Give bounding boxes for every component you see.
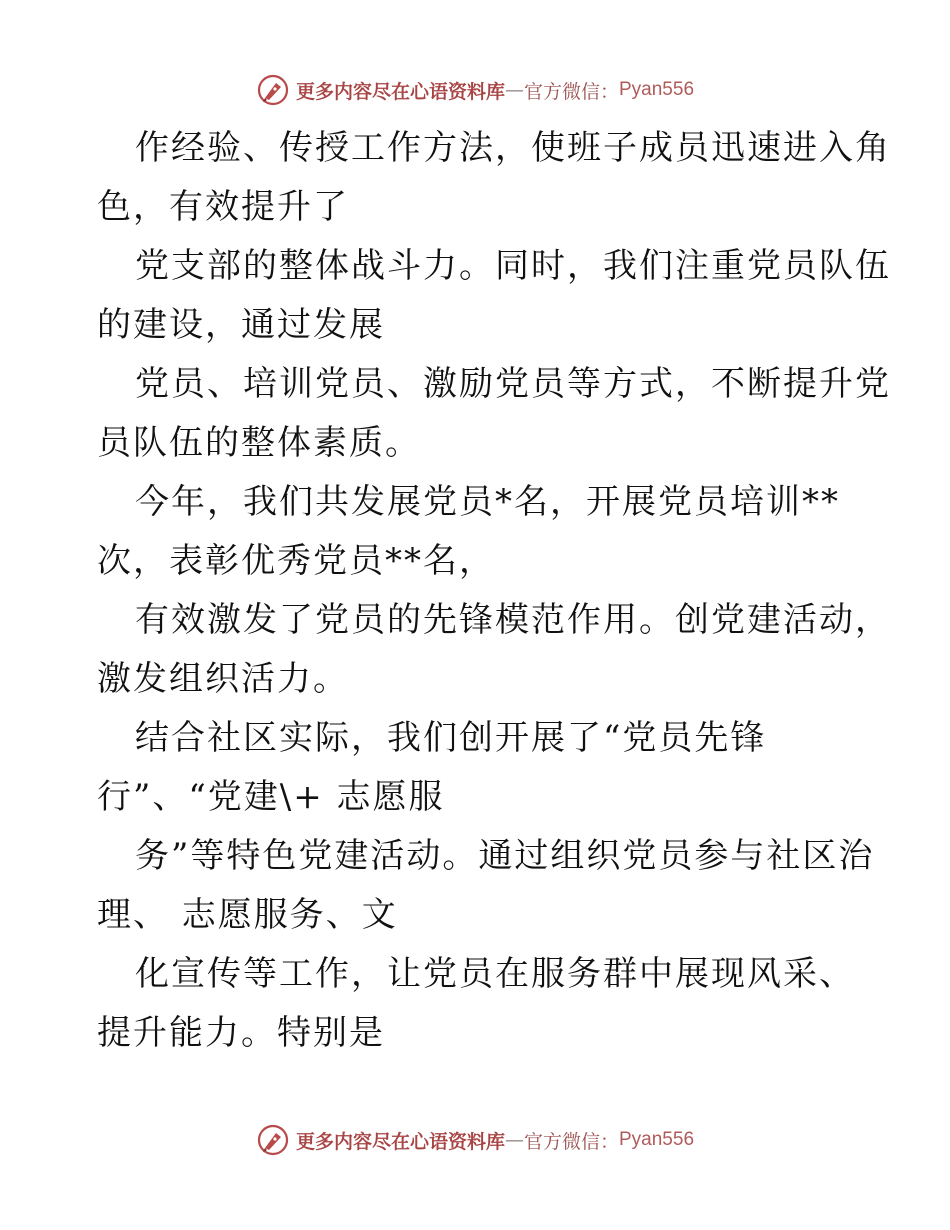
text-line: 的建设，通过发展 [97,305,385,345]
text-line: 结合社区实际，我们创开展了“党员先锋 [135,718,767,758]
watermark-wechat-label: 官方微信： [523,80,619,103]
text-line: 激发组织活力。 [97,659,349,699]
watermark-brand: 更多内容尽在心语资料库 [295,80,505,103]
text-line: 色，有效提升了 [97,187,349,227]
header-watermark [0,72,950,108]
text-line: 行”、“党建\+ 志愿服 [97,777,445,817]
watermark-separator: — [504,79,524,101]
text-line: 务”等特色党建活动。通过组织党员参与社区治 [135,836,875,876]
pen-nib-logo-icon [256,73,290,107]
text-line: 作经验、传授工作方法，使班子成员迅速进入角 [135,128,891,168]
text-line: 党员、培训党员、激励党员等方式，不断提升党 [135,364,891,404]
text-line: 今年，我们共发展党员*名，开展党员培训** [135,482,840,522]
text-line: 提升能力。特别是 [97,1013,385,1053]
text-line: 次，表彰优秀党员**名， [97,541,495,581]
document-body [97,124,891,1068]
watermark-brand: 更多内容尽在心语资料库 [295,1130,505,1153]
text-line: 有效激发了党员的先锋模范作用。创党建活动， [135,600,891,640]
text-line: 员队伍的整体素质。 [97,423,421,463]
watermark-wechat-label: 官方微信： [523,1130,619,1153]
watermark-wechat-id: Pyan556 [619,79,695,100]
watermark-separator: — [504,1129,524,1151]
text-line: 党支部的整体战斗力。同时，我们注重党员队伍 [135,246,891,286]
watermark-wechat-id: Pyan556 [619,1129,695,1150]
pen-nib-logo-icon [256,1123,290,1157]
text-line: 理、 志愿服务、文 [97,895,398,935]
footer-watermark [0,1122,950,1158]
text-line: 化宣传等工作，让党员在服务群中展现风采、 [135,954,855,994]
